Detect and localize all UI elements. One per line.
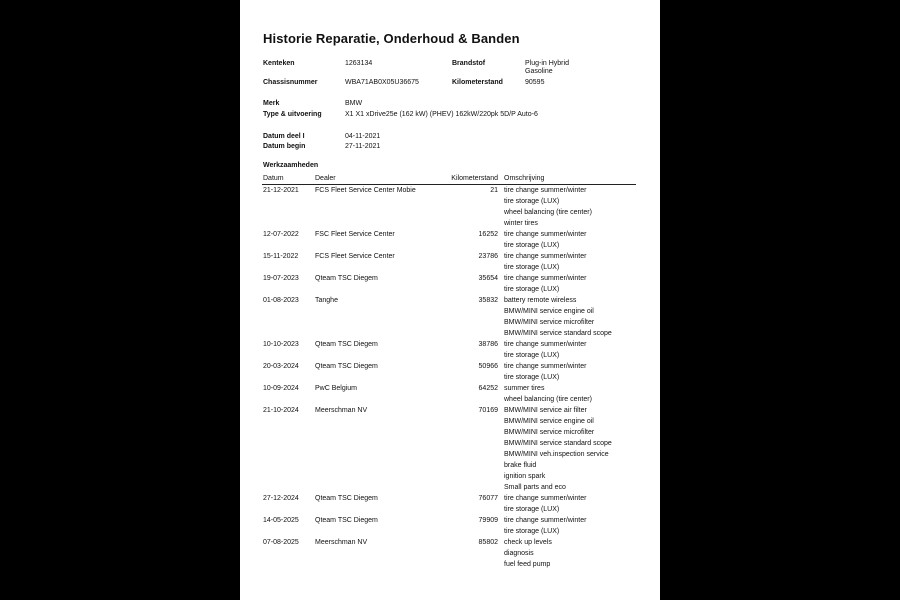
omschrijving-line: BMW/MINI service engine oil <box>504 308 594 315</box>
omschrijving-line: tire storage (LUX) <box>504 528 560 535</box>
row-date: 01-08-2023 <box>263 297 299 304</box>
omschrijving-line: tire change summer/winter <box>504 495 587 502</box>
row-kilometerstand: 38786 <box>478 341 498 348</box>
table-row <box>240 229 660 251</box>
row-date: 10-09-2024 <box>263 385 299 392</box>
row-date: 10-10-2023 <box>263 341 299 348</box>
datum-deel-label: Datum deel I <box>263 133 305 140</box>
row-kilometerstand: 79909 <box>478 517 498 524</box>
row-kilometerstand: 21 <box>490 187 498 194</box>
type-label: Type & uitvoering <box>263 111 322 118</box>
omschrijving-line: Small parts and eco <box>504 484 566 491</box>
row-omschrijving <box>504 405 612 493</box>
col-header-datum: Datum <box>263 175 284 182</box>
row-omschrijving <box>504 229 586 251</box>
merk-value: BMW <box>345 100 363 107</box>
row-dealer: FCS Fleet Service Center Mobie <box>315 187 416 194</box>
datum-deel-value: 04-11-2021 <box>345 133 381 140</box>
omschrijving-line: tire change summer/winter <box>504 341 587 348</box>
row-date: 14-05-2025 <box>263 517 299 524</box>
table-row <box>240 493 660 515</box>
row-kilometerstand: 35654 <box>478 275 498 282</box>
omschrijving-line: brake fluid <box>504 462 537 469</box>
row-omschrijving <box>504 339 586 361</box>
col-header-omschrijving: Omschrijving <box>504 175 545 182</box>
omschrijving-line: tire change summer/winter <box>504 253 587 260</box>
omschrijving-line: wheel balancing (tire center) <box>504 209 592 216</box>
table-row <box>240 273 660 295</box>
omschrijving-line: tire change summer/winter <box>504 363 587 370</box>
row-dealer: PwC Belgium <box>315 385 358 392</box>
omschrijving-line: ignition spark <box>504 473 546 480</box>
omschrijving-line: check up levels <box>504 539 552 546</box>
omschrijving-line: BMW/MINI service microfilter <box>504 429 595 436</box>
row-date: 12-07-2022 <box>263 231 299 238</box>
row-kilometerstand: 76077 <box>478 495 498 502</box>
omschrijving-line: winter tires <box>504 220 538 227</box>
row-dealer: Tanghe <box>315 297 338 304</box>
row-date: 19-07-2023 <box>263 275 299 282</box>
omschrijving-line: BMW/MINI service microfilter <box>504 319 595 326</box>
kilometerstand-label: Kilometerstand <box>452 79 503 86</box>
row-omschrijving <box>504 295 612 339</box>
omschrijving-line: tire change summer/winter <box>504 187 587 194</box>
row-dealer: Qteam TSC Diegem <box>315 363 378 370</box>
col-header-dealer: Dealer <box>315 175 336 182</box>
omschrijving-line: BMW/MINI service engine oil <box>504 418 594 425</box>
table-row <box>240 361 660 383</box>
omschrijving-line: BMW/MINI veh.inspection service <box>504 451 609 458</box>
row-date: 27-12-2024 <box>263 495 299 502</box>
row-kilometerstand: 16252 <box>478 231 498 238</box>
row-kilometerstand: 64252 <box>478 385 498 392</box>
row-date: 21-10-2024 <box>263 407 299 414</box>
kilometerstand-value: 90595 <box>525 79 545 86</box>
row-dealer: Qteam TSC Diegem <box>315 495 378 502</box>
kenteken-label: Kenteken <box>263 60 295 67</box>
row-omschrijving <box>504 515 586 537</box>
row-omschrijving <box>504 383 592 405</box>
row-kilometerstand: 70169 <box>478 407 498 414</box>
table-row <box>240 251 660 273</box>
row-date: 07-08-2025 <box>263 539 299 546</box>
row-date: 20-03-2024 <box>263 363 299 370</box>
datum-begin-value: 27-11-2021 <box>345 143 381 150</box>
table-row <box>240 383 660 405</box>
werkzaamheden-heading: Werkzaamheden <box>263 162 319 169</box>
omschrijving-line: tire storage (LUX) <box>504 352 560 359</box>
kenteken-value: 1263134 <box>345 60 373 67</box>
row-kilometerstand: 35832 <box>478 297 498 304</box>
col-header-kilometerstand: Kilometerstand <box>451 175 498 182</box>
row-dealer: FSC Fleet Service Center <box>315 231 395 238</box>
chassis-label: Chassisnummer <box>263 79 318 86</box>
row-dealer: Meerschman NV <box>315 407 368 414</box>
row-omschrijving <box>504 493 586 515</box>
row-omschrijving <box>504 361 586 383</box>
table-row <box>240 405 660 493</box>
row-dealer: Qteam TSC Diegem <box>315 275 378 282</box>
brandstof-label: Brandstof <box>452 60 486 67</box>
omschrijving-line: fuel feed pump <box>504 561 551 568</box>
omschrijving-line: tire storage (LUX) <box>504 506 560 513</box>
omschrijving-line: BMW/MINI service standard scope <box>504 440 612 447</box>
omschrijving-line: wheel balancing (tire center) <box>504 396 592 403</box>
omschrijving-line: tire change summer/winter <box>504 231 587 238</box>
omschrijving-line: tire storage (LUX) <box>504 198 560 205</box>
omschrijving-line: diagnosis <box>504 550 534 557</box>
row-dealer: FCS Fleet Service Center <box>315 253 395 260</box>
omschrijving-line: tire storage (LUX) <box>504 264 560 271</box>
row-omschrijving <box>504 251 586 273</box>
table-row <box>240 537 660 570</box>
row-dealer: Meerschman NV <box>315 539 368 546</box>
merk-label: Merk <box>263 100 280 107</box>
omschrijving-line: tire storage (LUX) <box>504 242 560 249</box>
datum-begin-label: Datum begin <box>263 143 306 150</box>
table-row <box>240 515 660 537</box>
table-row <box>240 339 660 361</box>
omschrijving-line: battery remote wireless <box>504 297 577 304</box>
row-dealer: Qteam TSC Diegem <box>315 341 378 348</box>
omschrijving-line: tire change summer/winter <box>504 275 587 282</box>
page-title: Historie Reparatie, Onderhoud & Banden <box>263 31 520 46</box>
row-date: 15-11-2022 <box>263 253 299 260</box>
omschrijving-line: tire storage (LUX) <box>504 374 560 381</box>
omschrijving-line: tire change summer/winter <box>504 517 587 524</box>
row-omschrijving <box>504 273 586 295</box>
omschrijving-line: BMW/MINI service air filter <box>504 407 587 414</box>
chassis-value: WBA71AB0X05U36675 <box>345 79 419 86</box>
omschrijving-line: summer tires <box>504 385 545 392</box>
type-value: X1 X1 xDrive25e (162 kW) (PHEV) 162kW/220pk 5D/P Auto-6 <box>345 111 538 118</box>
row-omschrijving <box>504 185 592 229</box>
row-date: 21-12-2021 <box>263 187 299 194</box>
brandstof-value-line2: Gasoline <box>525 68 553 75</box>
table-row <box>240 295 660 339</box>
row-omschrijving <box>504 537 552 570</box>
row-kilometerstand: 85802 <box>478 539 498 546</box>
brandstof-value-line1: Plug-in Hybrid <box>525 60 569 67</box>
omschrijving-line: tire storage (LUX) <box>504 286 560 293</box>
row-kilometerstand: 50966 <box>478 363 498 370</box>
document-page <box>240 0 660 600</box>
row-dealer: Qteam TSC Diegem <box>315 517 378 524</box>
omschrijving-line: BMW/MINI service standard scope <box>504 330 612 337</box>
row-kilometerstand: 23786 <box>478 253 498 260</box>
table-row <box>240 185 660 229</box>
